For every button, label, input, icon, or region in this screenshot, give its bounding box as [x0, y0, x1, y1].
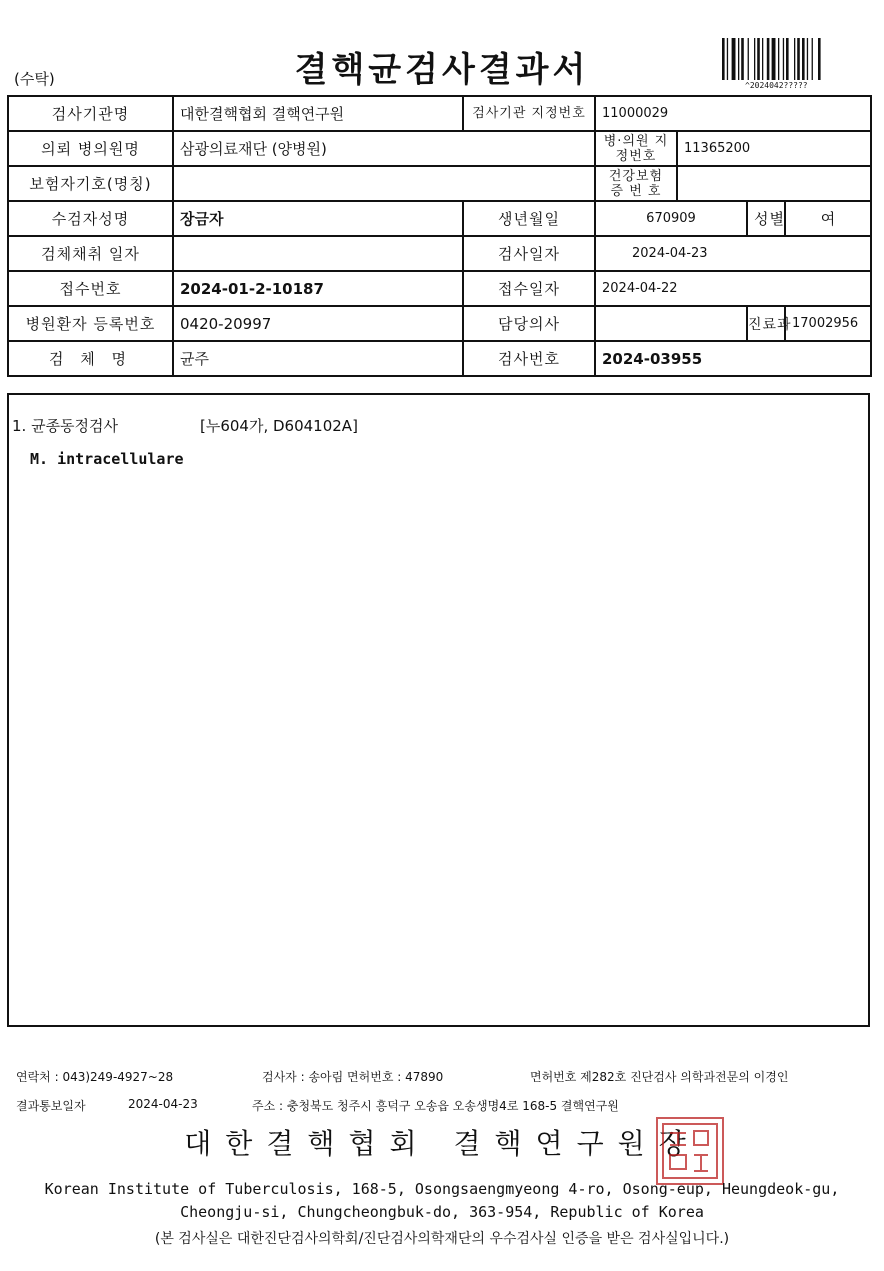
- birth-date: 670909: [595, 201, 747, 236]
- address-english-2: Cheongju-si, Chungcheongbuk-do, 363-954, Republic of Korea: [180, 1203, 704, 1221]
- examiner-info: 검사자 : 송아림 면허번호 : 47890: [262, 1070, 444, 1084]
- department: 17002956: [785, 306, 871, 341]
- birth-label: 생년월일: [463, 201, 595, 236]
- test-number: 2024-03955: [595, 341, 871, 376]
- requesting-hospital: 삼광의료재단 (양병원): [173, 131, 595, 166]
- institute-name: 대한결핵협회 결핵연구원장: [184, 1127, 700, 1160]
- test-date: 2024-04-23: [595, 236, 871, 271]
- hospital-id-label: 병·의원 지정번호: [595, 131, 677, 166]
- test-date-label: 검사일자: [463, 236, 595, 271]
- official-seal-icon: [656, 1117, 724, 1185]
- patient-name: 장금자: [173, 201, 463, 236]
- department-label: 진료과: [747, 306, 785, 341]
- accession-label: 접수번호: [8, 271, 173, 306]
- requesting-hospital-label: 의뢰 병의원명: [8, 131, 173, 166]
- contact-info: 연락처 : 043)249-4927~28: [16, 1070, 174, 1084]
- specimen-label: 검 체 명: [8, 341, 173, 376]
- received-date-label: 접수일자: [463, 271, 595, 306]
- patient-reg-label: 병원환자 등록번호: [8, 306, 173, 341]
- address-korean: 주소 : 충청북도 청주시 흥덕구 오송읍 오송생명4로 168-5 결핵연구원: [252, 1099, 619, 1113]
- organism-result: M. intracellulare: [30, 450, 184, 468]
- hospital-id: 11365200: [677, 131, 871, 166]
- result-area: [7, 393, 870, 1027]
- lab-id: 11000029: [595, 96, 871, 131]
- test-code: [누604가, D604102A]: [200, 417, 358, 435]
- received-date: 2024-04-22: [595, 271, 871, 306]
- address-english-1: Korean Institute of Tuberculosis, 168-5, Osongsaengmyeong 4-ro, Osong-eup, Heungdeok-gu,: [44, 1180, 840, 1198]
- lab-name: 대한결핵협회 결핵연구원: [173, 96, 463, 131]
- patient-reg-number: 0420-20997: [173, 306, 463, 341]
- doctor-label: 담당의사: [463, 306, 595, 341]
- insurer: [173, 166, 595, 201]
- page-title: 결핵균검사결과서: [294, 50, 590, 90]
- sex: 여: [785, 201, 871, 236]
- insurer-label: 보험자기호(명칭): [8, 166, 173, 201]
- test-item: 1. 균종동정검사: [12, 417, 119, 435]
- health-insurance: [677, 166, 871, 201]
- lab-name-label: 검사기관명: [8, 96, 173, 131]
- collection-date-label: 검체채취 일자: [8, 236, 173, 271]
- accession-number: 2024-01-2-10187: [173, 271, 463, 306]
- specimen: 균주: [173, 341, 463, 376]
- barcode-number: ^2024042?????: [745, 81, 808, 90]
- patient-name-label: 수검자성명: [8, 201, 173, 236]
- receipt-label: (수탁): [14, 70, 55, 88]
- info-table: [7, 95, 872, 377]
- specialist-info: 면허번호 제282호 진단검사 의학과전문의 이경인: [530, 1070, 789, 1084]
- health-insurance-label: 건강보험 증 번 호: [595, 166, 677, 201]
- test-number-label: 검사번호: [463, 341, 595, 376]
- collection-date: [173, 236, 463, 271]
- lab-id-label: 검사기관 지정번호: [463, 96, 595, 131]
- sex-label: 성별: [747, 201, 785, 236]
- report-date: 2024-04-23: [128, 1097, 198, 1111]
- barcode-icon: [722, 38, 852, 82]
- report-date-label: 결과통보일자: [16, 1099, 86, 1113]
- doctor: [595, 306, 747, 341]
- certification-note: (본 검사실은 대한진단검사의학회/진단검사의학재단의 우수검사실 인증을 받은 검사실입니다.): [154, 1231, 730, 1247]
